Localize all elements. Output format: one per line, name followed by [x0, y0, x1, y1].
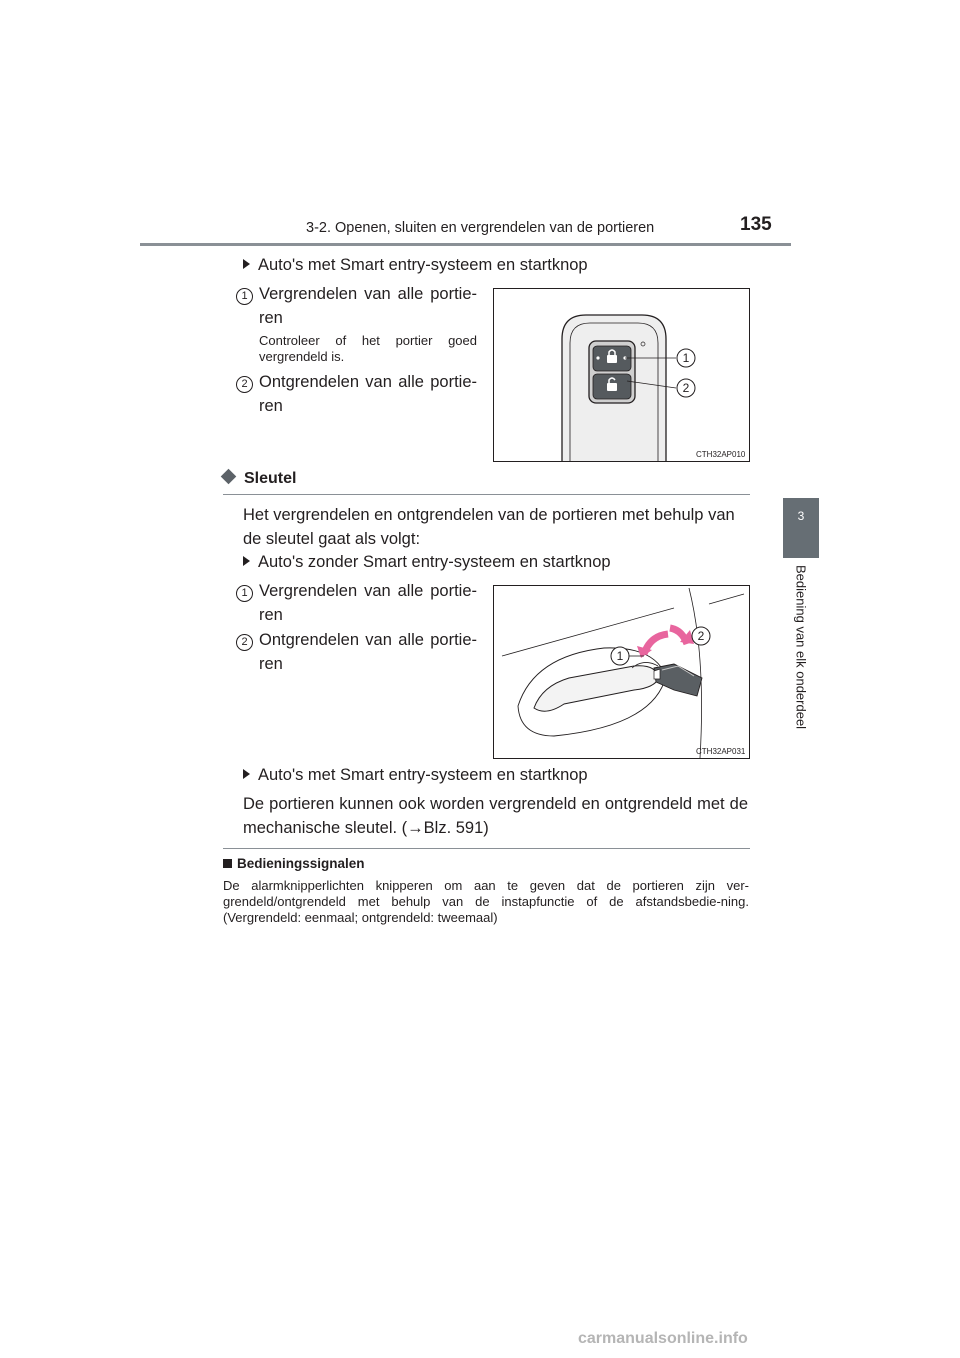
- square-bullet-icon: [223, 859, 232, 868]
- figure-callout-1: 1: [616, 649, 624, 663]
- bullet-no-smart-entry: Auto's zonder Smart entry-systeem en startknop: [243, 550, 611, 574]
- watermark: carmanualsonline.info: [578, 1330, 748, 1347]
- door-handle-illustration: [494, 586, 749, 758]
- item-lock-note: Controleer of het portier goed vergrendeld is.: [259, 333, 477, 364]
- key-icon: [654, 664, 702, 696]
- header-title: 3-2. Openen, sluiten en vergrendelen van de portieren: [306, 220, 655, 236]
- diamond-bullet-icon: [221, 469, 237, 485]
- callout-number: 1: [236, 288, 253, 305]
- smart-key-illustration: [494, 289, 749, 461]
- callout-number: 2: [236, 634, 253, 651]
- figure-callout-1: 1: [682, 351, 690, 365]
- sleutel-intro: Het vergrendelen en ontgrendelen van de portieren met behulp van de sleutel gaat als volgt:: [243, 506, 735, 548]
- note-text: De alarmknipperlichten knipperen om aan te geven dat de portieren zijn ver-grendeld/ontgrendeld met behulp van de instapfunctie of de afstandsbedie-ning. (Vergrendeld: eenmaal; ontgrendeld: tweemaal): [223, 878, 749, 925]
- callout-number: 2: [236, 376, 253, 393]
- page-number: 135: [740, 214, 772, 235]
- callout-number: 1: [236, 585, 253, 602]
- triangle-bullet-icon: [243, 259, 250, 269]
- note-heading: Bedieningssignalen: [223, 856, 365, 871]
- figure-door-key: [493, 585, 750, 759]
- figure-smart-key: [493, 288, 750, 462]
- chapter-label: Bediening van elk onderdeel: [793, 565, 809, 730]
- triangle-bullet-icon: [243, 769, 250, 779]
- header-rule: [140, 243, 791, 246]
- section-rule: [223, 494, 750, 495]
- item-lock-all: Vergrendelen van alle portie-ren: [259, 285, 477, 327]
- item-lock-all-key: Vergrendelen van alle portie-ren: [259, 582, 477, 624]
- mechanical-key-text: De portieren kunnen ook worden vergrendeld en ontgrendeld met de mechanische sleutel. (→Blz. 591): [243, 795, 748, 837]
- item-unlock-all: Ontgrendelen van alle portie-ren: [259, 373, 477, 415]
- figure-callout-2: 2: [697, 629, 705, 643]
- note-rule: [223, 848, 750, 849]
- figure-code: CTH32AP010: [696, 450, 746, 459]
- item-unlock-all-key: Ontgrendelen van alle portie-ren: [259, 631, 477, 673]
- chapter-number: 3: [797, 509, 805, 523]
- triangle-bullet-icon: [243, 556, 250, 566]
- section-heading-sleutel: Sleutel: [223, 470, 296, 488]
- bullet-smart-entry-2: Auto's met Smart entry-systeem en startknop: [243, 763, 588, 787]
- figure-code: CTH32AP031: [696, 747, 746, 756]
- bullet-smart-entry: Auto's met Smart entry-systeem en startknop: [243, 253, 588, 277]
- chapter-tab[interactable]: [783, 498, 819, 558]
- figure-callout-2: 2: [682, 381, 690, 395]
